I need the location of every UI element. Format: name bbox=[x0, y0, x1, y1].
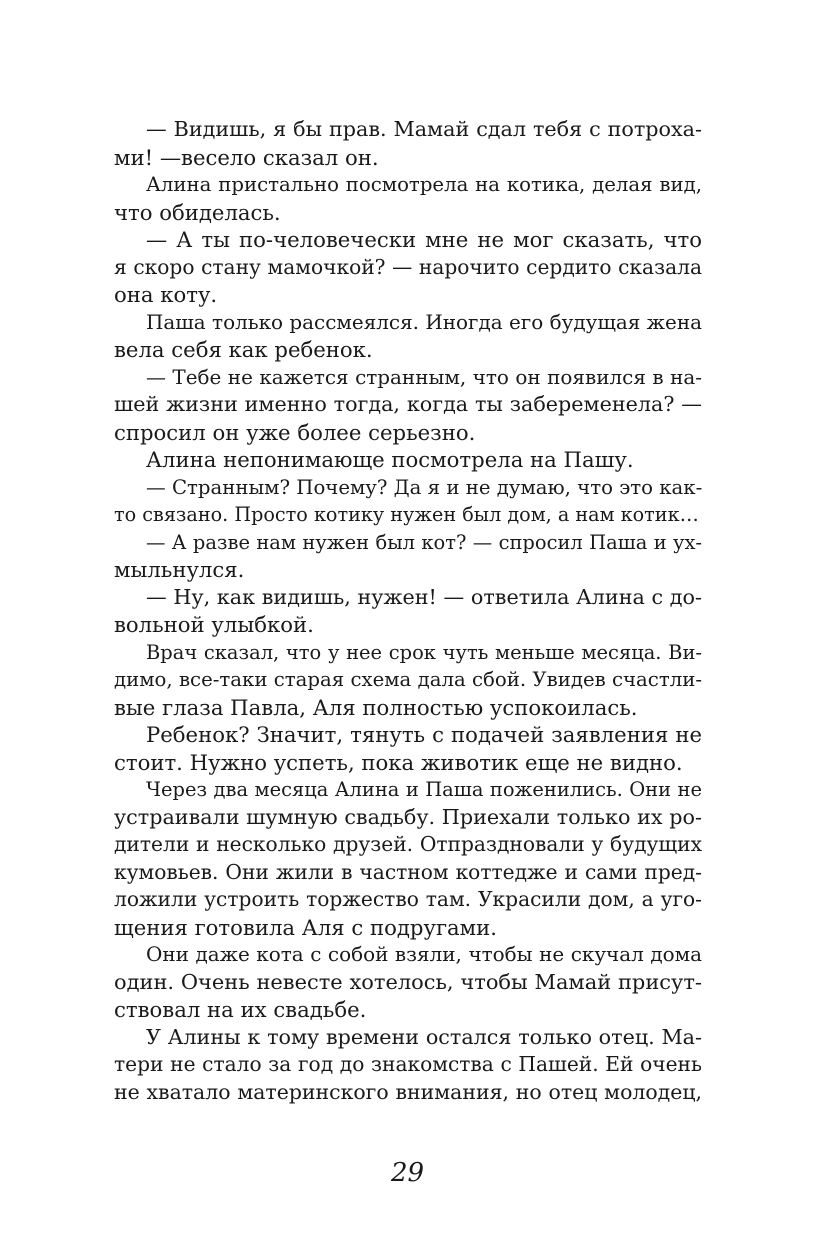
text-line: вольной улыбкой. bbox=[114, 612, 314, 637]
text-line: вые глаза Павла, Аля полностью успокоилась. bbox=[114, 694, 638, 720]
paragraph bbox=[114, 364, 702, 447]
text-line: стоит. Нужно успеть, пока животик еще не видно. bbox=[114, 749, 683, 775]
text-line: то связано. Просто котику нужен был дом, а нам котик… bbox=[114, 503, 699, 526]
text-line: ми! —весело сказал он. bbox=[114, 144, 379, 170]
page-number: 29 bbox=[390, 1158, 425, 1188]
text-line: кумовьев. Они жили в частном коттедже и сами пред- bbox=[114, 859, 702, 884]
text-line: Они даже кота с собой взяли, чтобы не скучал дома bbox=[146, 942, 702, 966]
paragraph bbox=[114, 584, 702, 639]
text-line: что обиделась. bbox=[114, 199, 281, 225]
paragraph bbox=[114, 639, 702, 722]
text-line: ложили устроить торжество там. Украсили дом, а уго- bbox=[114, 887, 702, 911]
text-line: — Видишь, я бы прав. Мамай сдал тебя с потроха- bbox=[146, 117, 702, 141]
text-line: тери не стало за год до знакомства с Пашей. Ей очень bbox=[114, 1052, 702, 1076]
text-line: мыльнулся. bbox=[114, 557, 245, 582]
paragraph bbox=[114, 171, 702, 226]
paragraph bbox=[114, 226, 702, 309]
paragraph bbox=[114, 309, 702, 364]
text-line: не хватало материнского внимания, но отец молодец, bbox=[114, 1079, 702, 1104]
text-line: — Странным? Почему? Да я и не думаю, что это как- bbox=[146, 475, 703, 499]
paragraph bbox=[114, 776, 702, 941]
paragraph bbox=[114, 116, 702, 171]
text-line: Врач сказал, что у нее срок чуть меньше месяца. Ви- bbox=[146, 640, 702, 664]
text-line: — Ну, как видишь, нужен! — ответила Алина с до- bbox=[146, 584, 702, 609]
text-line: один. Очень невесте хотелось, чтобы Мамай присут- bbox=[114, 969, 702, 994]
text-line: — А разве нам нужен был кот? — спросил Паша и ух- bbox=[146, 530, 702, 554]
paragraph bbox=[114, 941, 702, 1024]
paragraph bbox=[114, 474, 702, 529]
text-line: ствовал на их свадьбе. bbox=[114, 997, 367, 1022]
text-line: вела себя как ребенок. bbox=[114, 337, 373, 362]
paragraph bbox=[114, 446, 702, 474]
text-line: димо, все-таки старая схема дала сбой. Увидев счастли- bbox=[114, 668, 702, 691]
text-line: Паша только рассмеялся. Иногда его будущая жена bbox=[146, 309, 702, 334]
text-line: устраивали шумную свадьбу. Приехали только их ро- bbox=[114, 804, 702, 829]
text-line: я скоро стану мамочкой? — нарочито сердито сказала bbox=[114, 254, 702, 279]
text-line: спросил он уже более серьезно. bbox=[114, 419, 476, 445]
paragraph bbox=[114, 1024, 702, 1107]
text-line: щения готовила Аля с подругами. bbox=[114, 914, 498, 940]
text-line: дители и несколько друзей. Отпраздновали у будущих bbox=[114, 832, 702, 856]
paragraph bbox=[114, 529, 702, 584]
paragraph bbox=[114, 721, 702, 776]
text-line: Алина пристально посмотрела на котика, делая вид, bbox=[146, 173, 702, 196]
text-line: — А ты по-человечески мне не мог сказать, что bbox=[146, 227, 702, 252]
text-line: она коту. bbox=[114, 282, 218, 307]
text-line: Через два месяца Алина и Паша поженились. Они не bbox=[146, 778, 702, 801]
text-line: шей жизни именно тогда, когда ты забеременела? — bbox=[114, 392, 702, 416]
text-line: Алина непонимающе посмотрела на Пашу. bbox=[146, 447, 634, 472]
text-line: У Алины к тому времени остался только отец. Ма- bbox=[146, 1024, 702, 1049]
text-line: — Тебе не кажется странным, что он появился в на- bbox=[146, 364, 702, 389]
body-text bbox=[114, 116, 702, 1106]
text-line: Ребенок? Значит, тянуть с подачей заявления не bbox=[146, 722, 702, 747]
